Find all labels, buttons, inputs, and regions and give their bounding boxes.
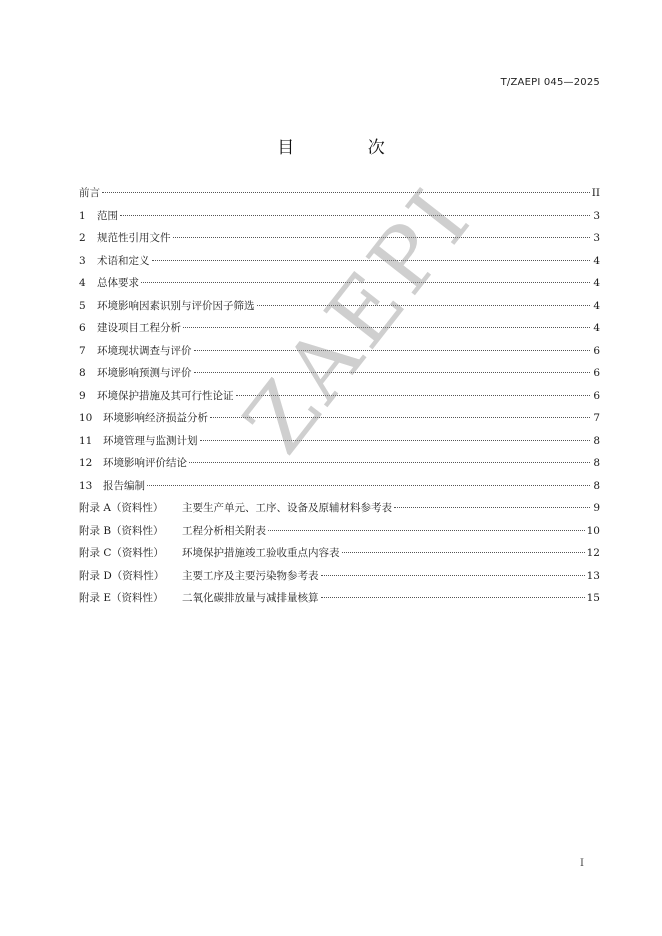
toc-entry-label: 主要生产单元、工序、设备及原辅材料参考表: [182, 502, 392, 514]
toc-entry-number: 6: [79, 322, 86, 334]
toc-leader-dots: [321, 583, 585, 598]
toc-entry-label: 术语和定义: [97, 254, 150, 267]
toc-entry-label: 建设项目工程分析: [97, 322, 181, 334]
toc-entry-label: 前言: [79, 187, 100, 199]
toc-leader-dots: [102, 178, 590, 193]
toc-entry-number: 附录 E（资料性）: [79, 592, 164, 604]
toc-leader-dots: [120, 201, 590, 216]
toc-entry-page: 9: [593, 502, 600, 514]
toc-entry-appendix[interactable]: [79, 586, 600, 609]
toc-entry-page: 8: [593, 457, 600, 469]
toc-entry-page: 6: [593, 389, 600, 402]
toc-leader-dots: [194, 358, 591, 373]
toc-entry-page: 8: [593, 434, 600, 447]
toc-entry-page: II: [591, 187, 600, 199]
toc-entry-number: 10: [79, 412, 93, 424]
toc-entry-label: 二氧化碳排放量与减排量核算: [182, 592, 319, 604]
toc-entry-number: 9: [79, 389, 86, 402]
toc-entry-number: 附录 A（资料性）: [79, 502, 164, 514]
toc-entry-page: 12: [586, 547, 600, 559]
toc-entry-page: 4: [593, 322, 600, 334]
table-of-contents: [79, 181, 600, 609]
toc-entry-number: 12: [79, 457, 93, 469]
toc-leader-dots: [141, 268, 590, 283]
document-code: T/ZAEPI 045—2025: [500, 77, 600, 88]
toc-entry-number: 附录 D（资料性）: [79, 569, 165, 582]
toc-entry-number: 7: [79, 344, 86, 357]
toc-entry-number: 4: [79, 277, 86, 289]
toc-leader-dots: [147, 471, 590, 486]
toc-entry-label: 环境保护措施竣工验收重点内容表: [182, 547, 340, 559]
toc-leader-dots: [321, 561, 585, 576]
toc-entry-number: 13: [79, 479, 93, 492]
toc-entry-number: 1: [79, 209, 86, 222]
toc-entry-number: 2: [79, 232, 86, 244]
toc-entry-number: 3: [79, 254, 86, 267]
toc-leader-dots: [194, 336, 591, 351]
toc-leader-dots: [236, 381, 591, 396]
toc-entry-label: 范围: [97, 209, 118, 222]
toc-entry-label: 主要工序及主要污染物参考表: [182, 569, 319, 582]
toc-entry-label: 总体要求: [97, 277, 139, 289]
toc-entry-page: 10: [586, 524, 600, 537]
toc-entry-page: 6: [593, 344, 600, 357]
toc-entry-number: 8: [79, 367, 86, 379]
toc-leader-dots: [183, 313, 590, 328]
toc-entry-page: 4: [593, 299, 600, 312]
toc-leader-dots: [210, 403, 590, 418]
toc-entry-page: 15: [586, 592, 600, 604]
toc-leader-dots: [257, 291, 591, 306]
toc-entry-page: 13: [586, 569, 600, 582]
toc-entry-page: 8: [593, 479, 600, 492]
toc-entry-page: 7: [593, 412, 600, 424]
toc-entry-number: 附录 C（资料性）: [79, 547, 164, 559]
toc-entry-label: 环境保护措施及其可行性论证: [97, 389, 234, 402]
toc-entry-page: 6: [593, 367, 600, 379]
toc-leader-dots: [200, 426, 591, 441]
toc-entry-number: 11: [79, 434, 93, 447]
toc-leader-dots: [394, 493, 590, 508]
toc-leader-dots: [189, 448, 590, 463]
toc-entry-label: 环境现状调查与评价: [97, 344, 192, 357]
toc-entry-number: 附录 B（资料性）: [79, 524, 164, 537]
toc-leader-dots: [173, 223, 591, 238]
toc-entry-label: 环境管理与监测计划: [103, 434, 198, 447]
page-number: I: [580, 858, 584, 869]
toc-leader-dots: [342, 538, 585, 553]
toc-entry-page: 3: [593, 232, 600, 244]
toc-leader-dots: [152, 246, 591, 261]
toc-leader-dots: [268, 516, 585, 531]
toc-entry-label: 环境影响因素识别与评价因子筛选: [97, 299, 255, 312]
toc-title: 目 次: [277, 138, 419, 158]
toc-entry-page: 4: [593, 254, 600, 267]
toc-entry-label: 工程分析相关附表: [182, 524, 266, 537]
toc-entry-number: 5: [79, 299, 86, 312]
toc-entry-label: 环境影响预测与评价: [97, 367, 192, 379]
toc-entry-label: 环境影响评价结论: [103, 457, 187, 469]
toc-entry-label: 报告编制: [103, 479, 145, 492]
toc-entry-page: 4: [593, 277, 600, 289]
toc-entry-page: 3: [593, 209, 600, 222]
toc-entry-label: 环境影响经济损益分析: [103, 412, 208, 424]
watermark: ZAEPI: [225, 168, 493, 472]
toc-entry-label: 规范性引用文件: [97, 232, 171, 244]
